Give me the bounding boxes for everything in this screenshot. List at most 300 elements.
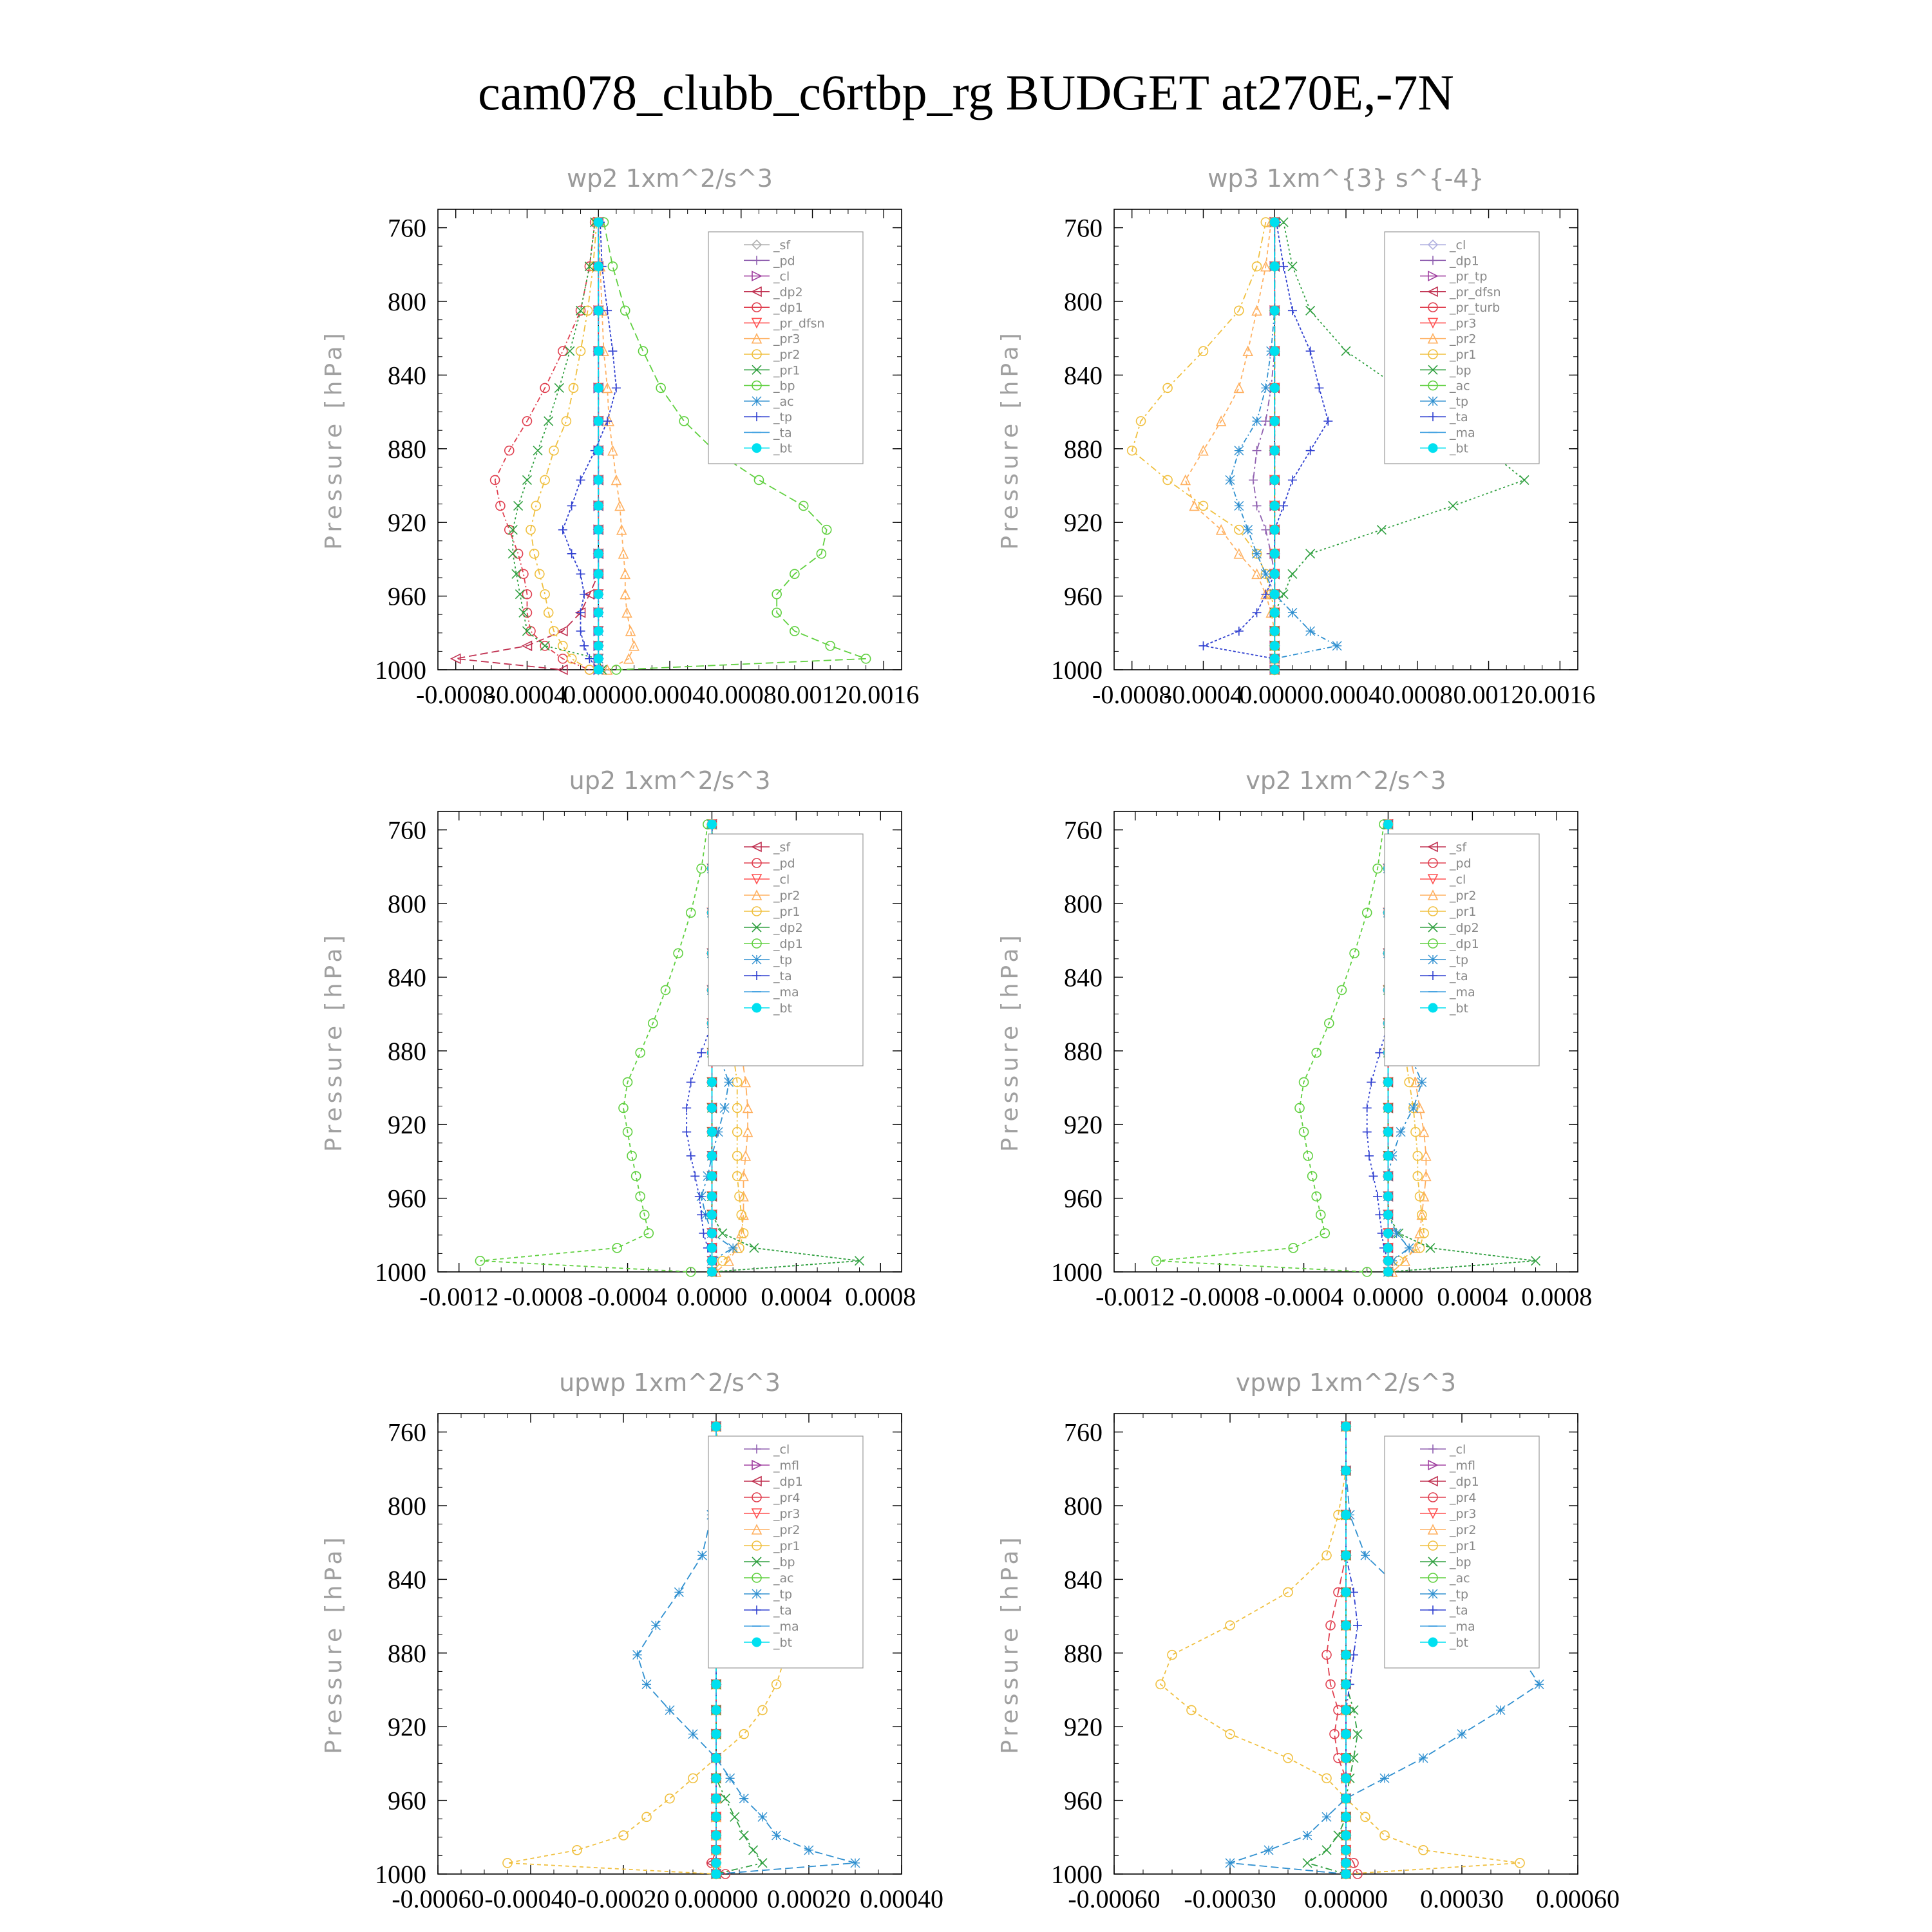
legend-label: _sf bbox=[773, 840, 791, 855]
data-point-ta bbox=[1373, 1192, 1382, 1201]
data-point-bt bbox=[712, 1859, 721, 1868]
x-tick-label: -0.0008 bbox=[416, 680, 496, 709]
panel-upwp bbox=[321, 1368, 943, 1913]
data-point-bt bbox=[1383, 1128, 1392, 1137]
data-point-bt bbox=[1270, 654, 1279, 663]
data-point-bp bbox=[1448, 501, 1457, 510]
y-tick-label: 800 bbox=[1064, 889, 1103, 918]
x-tick-label: 0.0000 bbox=[1239, 680, 1311, 709]
data-point-tp bbox=[1457, 1730, 1466, 1739]
legend-label: _ta bbox=[1450, 1604, 1468, 1618]
legend-label: _ta bbox=[1450, 969, 1468, 983]
y-tick-label: 760 bbox=[1064, 213, 1103, 243]
panel-title: up2 1xm^2/s^3 bbox=[569, 766, 771, 795]
legend-label: _bp bbox=[1450, 363, 1472, 378]
data-point-bt bbox=[1383, 1171, 1392, 1180]
x-tick-label: 0.00020 bbox=[767, 1884, 851, 1913]
data-point-tp bbox=[642, 1680, 651, 1689]
y-tick-label: 1000 bbox=[1051, 656, 1103, 685]
x-tick-label: 0.0000 bbox=[676, 1282, 748, 1311]
x-tick-label: -0.00060 bbox=[392, 1884, 484, 1913]
data-point-bt bbox=[712, 1870, 721, 1879]
legend-label: _pr2 bbox=[773, 1523, 800, 1537]
data-point-bt bbox=[1341, 1754, 1350, 1763]
data-point-bt bbox=[1270, 306, 1279, 315]
data-point-tp bbox=[688, 1730, 697, 1739]
legend-label: _pr2 bbox=[1450, 1523, 1477, 1537]
data-point-bt bbox=[707, 1229, 716, 1238]
panel-vpwp bbox=[997, 1368, 1620, 1913]
y-tick-label: 760 bbox=[388, 815, 426, 845]
data-point-bp bbox=[638, 346, 647, 355]
data-point-bt bbox=[1341, 1794, 1350, 1803]
legend-label: _tp bbox=[1450, 953, 1469, 967]
x-tick-label: -0.0004 bbox=[1264, 1282, 1344, 1311]
data-point-dp1 bbox=[636, 1048, 645, 1057]
data-point-bt bbox=[1270, 475, 1279, 484]
x-tick-label: -0.00030 bbox=[1184, 1884, 1276, 1913]
data-point-tp bbox=[674, 1587, 683, 1596]
data-point-bt bbox=[1341, 1651, 1350, 1660]
data-point-bt bbox=[594, 383, 603, 392]
y-axis-label: Pressure [hPa] bbox=[997, 1533, 1023, 1754]
x-tick-label: -0.0008 bbox=[503, 1282, 583, 1311]
y-tick-label: 840 bbox=[1064, 1565, 1103, 1595]
data-point-ta bbox=[1306, 446, 1315, 455]
data-point-tp bbox=[603, 417, 612, 426]
y-tick-label: 920 bbox=[388, 508, 426, 538]
data-point-bt bbox=[1341, 1812, 1350, 1821]
data-point-tp bbox=[1235, 446, 1244, 455]
data-point-tp bbox=[1264, 1846, 1273, 1855]
legend-marker bbox=[752, 1589, 761, 1598]
data-point-dp1 bbox=[1249, 475, 1258, 484]
legend-marker bbox=[1428, 1638, 1437, 1647]
legend-label: _bp bbox=[773, 379, 795, 393]
x-tick-label: 0.00040 bbox=[860, 1884, 943, 1913]
y-tick-label: 760 bbox=[388, 213, 426, 243]
data-point-bt bbox=[1270, 501, 1279, 510]
legend-label: _ac bbox=[1450, 379, 1470, 393]
data-point-bt bbox=[594, 526, 603, 535]
data-point-dp1 bbox=[519, 569, 528, 578]
data-point-pr2 bbox=[1181, 475, 1190, 484]
data-point-tp bbox=[567, 501, 576, 510]
series-line-tp bbox=[1230, 222, 1337, 670]
data-point-bt bbox=[1383, 1267, 1392, 1276]
legend-label: _pr_turb bbox=[1450, 301, 1501, 316]
data-point-pr1 bbox=[565, 346, 574, 355]
y-tick-label: 1000 bbox=[375, 1860, 426, 1889]
data-point-bt bbox=[707, 1192, 716, 1201]
data-point-pr1 bbox=[665, 1794, 674, 1803]
data-point-bp bbox=[730, 1812, 739, 1821]
x-tick-label: 0.0012 bbox=[1453, 680, 1524, 709]
legend-label: _bt bbox=[773, 1001, 793, 1016]
data-point-ta bbox=[699, 1229, 708, 1238]
legend-label: _pr_dfsn bbox=[773, 316, 825, 331]
y-tick-label: 920 bbox=[1064, 508, 1103, 538]
y-tick-label: 880 bbox=[1064, 434, 1103, 464]
data-point-bt bbox=[1270, 383, 1279, 392]
data-point-bt bbox=[594, 306, 603, 315]
series-line-pr2 bbox=[531, 222, 597, 670]
legend-label: _pr2 bbox=[773, 348, 800, 362]
data-point-bt bbox=[712, 1812, 721, 1821]
data-point-bp bbox=[1288, 262, 1297, 271]
data-point-dp1 bbox=[558, 346, 567, 355]
data-point-tp bbox=[1226, 1859, 1235, 1868]
panel-vp2 bbox=[997, 766, 1592, 1311]
legend-label: _pr1 bbox=[773, 1539, 800, 1553]
data-point-bp bbox=[1306, 549, 1315, 558]
data-point-bp bbox=[758, 1859, 767, 1868]
data-point-bt bbox=[707, 1244, 716, 1253]
legend-label: _cl bbox=[773, 1443, 790, 1457]
series-line-dp1 bbox=[1157, 824, 1384, 1272]
data-point-bt bbox=[712, 1774, 721, 1783]
data-point-dp1 bbox=[636, 1192, 645, 1201]
y-tick-label: 840 bbox=[388, 1565, 426, 1595]
y-tick-label: 960 bbox=[1064, 582, 1103, 611]
data-point-pr1 bbox=[554, 383, 564, 392]
legend bbox=[1385, 1436, 1539, 1668]
legend-marker bbox=[1428, 955, 1437, 964]
data-point-ta bbox=[1363, 1128, 1372, 1137]
legend-marker bbox=[752, 1003, 761, 1012]
legend-label: _tp bbox=[773, 953, 793, 967]
data-point-bp bbox=[1341, 346, 1350, 355]
data-point-bt bbox=[1270, 218, 1279, 227]
legend-label: _dp1 bbox=[773, 1475, 803, 1489]
data-point-bt bbox=[1341, 1831, 1350, 1840]
data-point-bt bbox=[1270, 569, 1279, 578]
data-point-bp bbox=[826, 641, 835, 650]
data-point-ta bbox=[687, 1151, 696, 1160]
legend-label: _pr1 bbox=[1450, 1539, 1477, 1553]
data-point-ta bbox=[1363, 1103, 1372, 1112]
legend-label: _ac bbox=[773, 1571, 794, 1586]
data-point-bt bbox=[1383, 1210, 1392, 1219]
data-point-tp bbox=[726, 1774, 735, 1783]
data-point-pr1 bbox=[533, 446, 542, 455]
legend bbox=[708, 232, 863, 464]
data-point-tp bbox=[603, 306, 612, 315]
legend-label: _pr3 bbox=[1450, 316, 1477, 331]
data-point-tp bbox=[1496, 1705, 1505, 1714]
data-point-tp bbox=[580, 590, 589, 599]
y-tick-label: 880 bbox=[1064, 1036, 1103, 1066]
y-tick-label: 800 bbox=[388, 889, 426, 918]
data-point-ta bbox=[687, 1077, 696, 1086]
data-point-bp bbox=[1520, 475, 1529, 484]
data-point-bp bbox=[721, 1794, 730, 1803]
panel-title: wp2 1xm^2/s^3 bbox=[567, 164, 773, 193]
data-point-ta bbox=[682, 1128, 691, 1137]
legend-label: _dp2 bbox=[773, 285, 803, 299]
legend-label: _pr1 bbox=[773, 363, 800, 378]
data-point-tp bbox=[724, 1077, 734, 1086]
data-point-bt bbox=[1341, 1510, 1350, 1519]
x-tick-label: -0.0008 bbox=[1092, 680, 1172, 709]
legend-marker bbox=[1428, 397, 1437, 406]
y-tick-label: 1000 bbox=[1051, 1258, 1103, 1287]
legend-label: _ac bbox=[1450, 1571, 1470, 1586]
y-tick-label: 1000 bbox=[375, 1258, 426, 1287]
legend-label: _bt bbox=[1450, 1636, 1469, 1650]
data-point-bt bbox=[1270, 641, 1279, 650]
data-point-bt bbox=[594, 346, 603, 355]
data-point-bt bbox=[594, 218, 603, 227]
data-point-dp1 bbox=[687, 908, 696, 917]
data-point-bp bbox=[1303, 1859, 1312, 1868]
data-point-bt bbox=[1383, 1151, 1392, 1160]
legend-label: _pr2 bbox=[1450, 889, 1477, 903]
y-tick-label: 880 bbox=[388, 1036, 426, 1066]
legend-label: _dp1 bbox=[773, 301, 803, 316]
data-point-pr3 bbox=[626, 627, 635, 636]
data-point-dp1 bbox=[1308, 1171, 1317, 1180]
y-tick-label: 1000 bbox=[375, 656, 426, 685]
data-point-dp2 bbox=[718, 1229, 727, 1238]
data-point-bp bbox=[1322, 1846, 1331, 1855]
data-point-pr2 bbox=[1253, 306, 1262, 315]
data-point-bt bbox=[1341, 1859, 1350, 1868]
legend-label: _mfl bbox=[1450, 1459, 1475, 1473]
legend-label: _pr3 bbox=[773, 332, 800, 346]
data-point-ta bbox=[1365, 1151, 1374, 1160]
legend-label: _bp bbox=[773, 1555, 795, 1569]
data-point-bt bbox=[1383, 820, 1392, 829]
data-point-pr1 bbox=[1187, 1705, 1196, 1714]
data-point-bt bbox=[594, 569, 603, 578]
data-point-tp bbox=[1253, 549, 1262, 558]
legend-label: _pd bbox=[773, 254, 795, 269]
data-point-bt bbox=[1270, 665, 1279, 674]
x-tick-label: 0.00000 bbox=[674, 1884, 758, 1913]
data-point-ta bbox=[1375, 1210, 1384, 1219]
data-point-tp bbox=[728, 1244, 737, 1253]
x-tick-label: 0.0016 bbox=[1524, 680, 1596, 709]
data-point-bt bbox=[594, 501, 603, 510]
series-line-tp bbox=[563, 222, 616, 670]
data-point-bt bbox=[712, 1422, 721, 1431]
data-point-dp1 bbox=[674, 949, 683, 958]
y-tick-label: 760 bbox=[1064, 1417, 1103, 1447]
y-axis-label: Pressure [hPa] bbox=[997, 329, 1023, 550]
legend-label: _pr2 bbox=[773, 889, 800, 903]
legend-label: _ma bbox=[773, 1620, 799, 1634]
data-point-dp1 bbox=[1261, 417, 1270, 426]
data-point-bt bbox=[1341, 1730, 1350, 1739]
y-tick-label: 960 bbox=[388, 582, 426, 611]
legend-label: _ta bbox=[773, 1604, 792, 1618]
data-point-bt bbox=[707, 1151, 716, 1160]
x-tick-label: 0.00030 bbox=[1420, 1884, 1504, 1913]
data-point-ta bbox=[697, 1048, 706, 1057]
legend-label: _mfl bbox=[773, 1459, 799, 1473]
legend bbox=[708, 1436, 863, 1668]
data-point-pr1 bbox=[1163, 475, 1172, 484]
data-point-ta bbox=[1314, 383, 1323, 392]
legend-label: _dp2 bbox=[773, 921, 803, 935]
x-tick-label: -0.0012 bbox=[1095, 1282, 1175, 1311]
legend-label: _dp1 bbox=[1450, 254, 1479, 269]
x-tick-label: 0.0016 bbox=[848, 680, 920, 709]
data-point-ta bbox=[1375, 1048, 1384, 1057]
legend-label: _ta bbox=[773, 969, 792, 983]
data-point-pr1 bbox=[514, 501, 523, 510]
data-point-dp2 bbox=[1426, 1244, 1435, 1253]
y-tick-label: 1000 bbox=[1051, 1860, 1103, 1889]
panel-title: vp2 1xm^2/s^3 bbox=[1245, 766, 1446, 795]
data-point-tp bbox=[697, 1551, 706, 1560]
legend-label: _ma bbox=[1450, 985, 1475, 999]
data-point-pr1 bbox=[576, 306, 585, 315]
legend-label: _bt bbox=[773, 441, 793, 456]
data-point-bp bbox=[1279, 590, 1288, 599]
legend-marker bbox=[752, 1638, 761, 1647]
data-point-bp bbox=[754, 475, 763, 484]
data-point-bt bbox=[1341, 1621, 1350, 1630]
x-tick-label: 0.0008 bbox=[1521, 1282, 1593, 1311]
x-tick-label: 0.0004 bbox=[634, 680, 705, 709]
legend-label: _cl bbox=[773, 269, 790, 284]
data-point-ta bbox=[697, 1210, 706, 1219]
y-tick-label: 800 bbox=[388, 1492, 426, 1520]
legend-label: _dp2 bbox=[1450, 921, 1479, 935]
x-tick-label: -0.0004 bbox=[487, 680, 567, 709]
data-point-dp1 bbox=[514, 549, 523, 558]
data-point-ta bbox=[682, 1103, 691, 1112]
x-tick-label: -0.0008 bbox=[1179, 1282, 1260, 1311]
data-point-tp bbox=[739, 1794, 748, 1803]
x-tick-label: 0.0000 bbox=[1352, 1282, 1424, 1311]
data-point-bt bbox=[594, 446, 603, 455]
legend-label: _ta bbox=[773, 426, 792, 440]
data-point-ta bbox=[1198, 641, 1208, 650]
data-point-ta bbox=[1306, 346, 1315, 355]
data-point-ta bbox=[1261, 590, 1270, 599]
data-point-bt bbox=[1270, 346, 1279, 355]
data-point-bt bbox=[707, 1256, 716, 1265]
data-point-bt bbox=[1341, 1705, 1350, 1714]
y-tick-label: 840 bbox=[388, 361, 426, 390]
panel-title: wp3 1xm^{3} s^{-4} bbox=[1208, 164, 1484, 193]
legend-label: _pr4 bbox=[773, 1491, 800, 1505]
data-point-bt bbox=[1270, 627, 1279, 636]
legend-marker bbox=[1428, 1003, 1437, 1012]
data-point-tp bbox=[804, 1846, 813, 1855]
legend-label: _bt bbox=[773, 1636, 793, 1650]
data-point-tp bbox=[576, 627, 585, 636]
data-point-ta bbox=[1353, 1621, 1362, 1630]
data-point-bt bbox=[594, 417, 603, 426]
data-point-bt bbox=[712, 1754, 721, 1763]
data-point-bt bbox=[594, 665, 603, 674]
x-tick-label: 0.0012 bbox=[777, 680, 848, 709]
data-point-tp bbox=[1405, 1244, 1414, 1253]
y-tick-label: 960 bbox=[1064, 1786, 1103, 1815]
data-point-bt bbox=[594, 608, 603, 617]
x-tick-label: 0.0004 bbox=[1311, 680, 1381, 709]
data-point-pr1 bbox=[1380, 1831, 1389, 1840]
data-point-tp bbox=[567, 549, 576, 558]
legend-marker bbox=[752, 955, 761, 964]
legend-label: _pr_tp bbox=[1450, 269, 1488, 284]
data-point-bt bbox=[594, 549, 603, 558]
data-point-bt bbox=[1383, 1244, 1392, 1253]
data-point-bt bbox=[1341, 1422, 1350, 1431]
data-point-bp bbox=[608, 262, 617, 271]
data-point-bt bbox=[594, 654, 603, 663]
data-point-bp bbox=[621, 306, 630, 315]
y-tick-label: 800 bbox=[1064, 1492, 1103, 1520]
y-tick-label: 960 bbox=[388, 1786, 426, 1815]
legend-label: _dp1 bbox=[773, 937, 803, 951]
data-point-tp bbox=[1396, 1128, 1405, 1137]
data-point-pr1 bbox=[1168, 1651, 1177, 1660]
y-tick-label: 920 bbox=[388, 1712, 426, 1742]
y-axis-label: Pressure [hPa] bbox=[321, 1533, 347, 1754]
figure-title: cam078_clubb_c6rtbp_rg BUDGET at270E,-7N bbox=[478, 64, 1454, 120]
legend-label: _ma bbox=[1450, 426, 1475, 440]
data-point-tp bbox=[1417, 1077, 1426, 1086]
legend-label: _cl bbox=[1450, 238, 1466, 252]
legend-label: _pr4 bbox=[1450, 1491, 1477, 1505]
data-point-bt bbox=[1341, 1846, 1350, 1855]
data-point-bt bbox=[1270, 417, 1279, 426]
y-tick-label: 920 bbox=[388, 1110, 426, 1140]
legend-marker bbox=[752, 397, 761, 406]
data-point-bt bbox=[712, 1705, 721, 1714]
y-tick-label: 800 bbox=[388, 287, 426, 316]
data-point-bt bbox=[1341, 1551, 1350, 1560]
data-point-tp bbox=[1392, 1229, 1401, 1238]
data-point-dp2 bbox=[750, 1244, 759, 1253]
data-point-bt bbox=[594, 641, 603, 650]
y-tick-label: 920 bbox=[1064, 1110, 1103, 1140]
x-tick-label: 0.0000 bbox=[563, 680, 634, 709]
y-tick-label: 920 bbox=[1064, 1712, 1103, 1742]
legend-label: _sf bbox=[1450, 840, 1467, 855]
data-point-bt bbox=[707, 1077, 716, 1086]
series-line-dp1 bbox=[480, 824, 708, 1272]
data-point-bt bbox=[707, 1103, 716, 1112]
legend-label: _pr3 bbox=[773, 1507, 800, 1521]
legend-label: _tp bbox=[1450, 394, 1469, 409]
data-point-dp1 bbox=[1253, 446, 1262, 455]
legend-label: _pr2 bbox=[1450, 332, 1477, 346]
data-point-tp bbox=[1535, 1680, 1544, 1689]
x-tick-label: -0.00060 bbox=[1068, 1884, 1160, 1913]
legend-label: _ma bbox=[1450, 1620, 1475, 1634]
data-point-dp1 bbox=[1312, 1048, 1321, 1057]
data-point-bp bbox=[1377, 526, 1386, 535]
data-point-tp bbox=[1361, 1551, 1370, 1560]
y-tick-label: 880 bbox=[388, 434, 426, 464]
data-point-pr1 bbox=[515, 590, 524, 599]
data-point-tp bbox=[1306, 627, 1315, 636]
legend-label: _ac bbox=[773, 394, 794, 409]
y-axis-label: Pressure [hPa] bbox=[997, 931, 1023, 1152]
y-tick-label: 840 bbox=[1064, 963, 1103, 992]
data-point-tp bbox=[651, 1621, 660, 1630]
x-tick-label: 0.0004 bbox=[761, 1282, 832, 1311]
series-line-pr1 bbox=[513, 222, 602, 670]
data-point-dp1 bbox=[1261, 526, 1270, 535]
legend bbox=[708, 834, 863, 1066]
